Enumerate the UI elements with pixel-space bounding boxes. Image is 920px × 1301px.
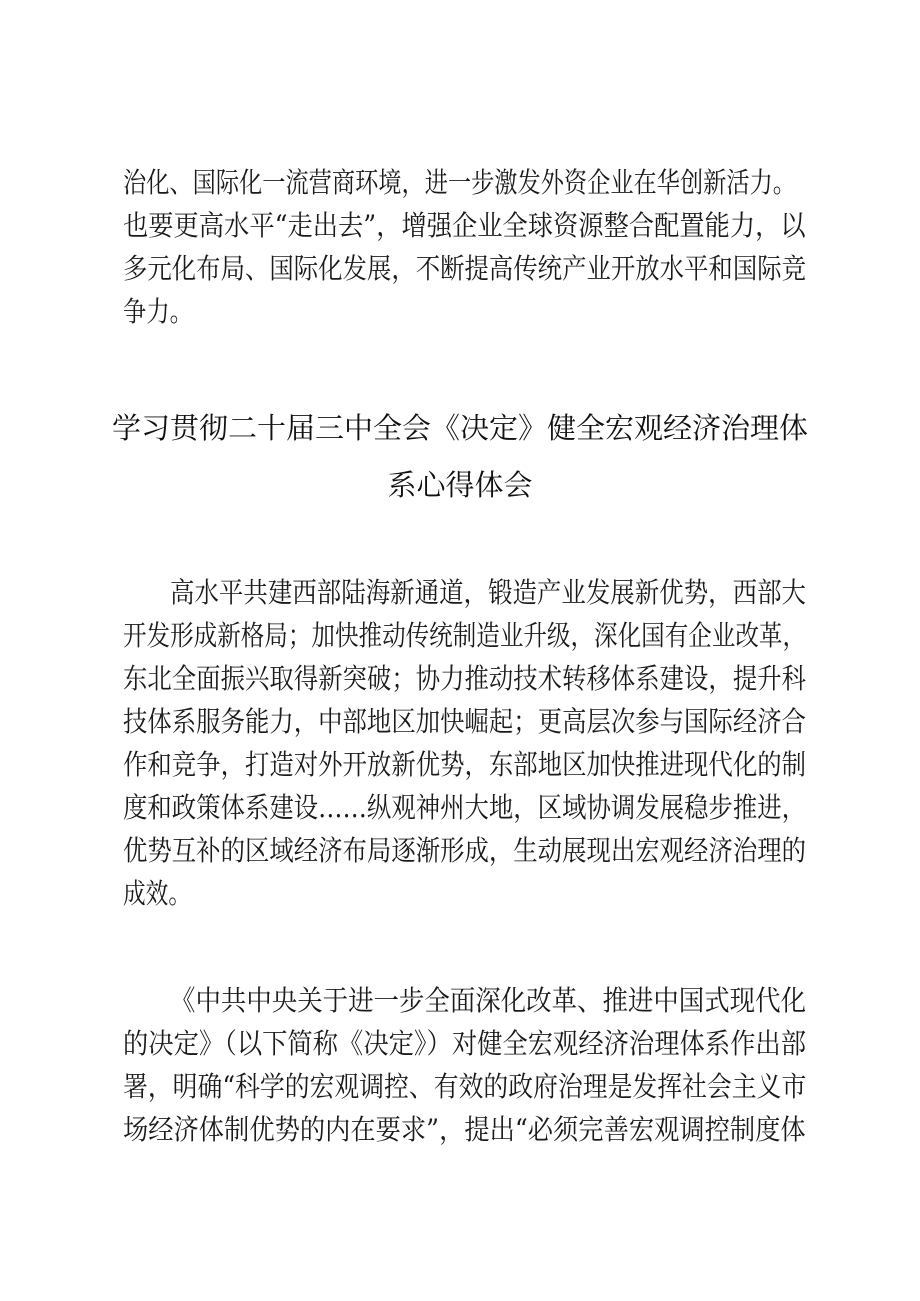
body-text-line: 的决定》（以下简称《决定》）对健全宏观经济治理体系作出部: [123, 1027, 807, 1060]
body-text-line: 成效。: [123, 877, 192, 910]
body-text-line: 场经济体制优势的内在要求”，提出“必须完善宏观调控制度体: [123, 1113, 806, 1146]
body-text-line: 优势互补的区域经济布局逐渐形成，生动展现出宏观经济治理的: [123, 834, 807, 867]
body-text-line: 也要更高水平“走出去”，增强企业全球资源整合配置能力，以: [123, 209, 806, 242]
body-text-line: 争力。: [123, 295, 194, 328]
body-text-line: 治化、国际化一流营商环境，进一步激发外资企业在华创新活力。: [123, 166, 797, 199]
body-text-line: 多元化布局、国际化发展，不断提高传统产业开放水平和国际竞: [123, 252, 807, 285]
body-text-line: 度和政策体系建设……纵观神州大地，区域协调发展稳步推进，: [123, 791, 807, 824]
body-text-line: 《中共中央关于进一步全面深化改革、推进中国式现代化: [170, 984, 807, 1017]
body-text-line: 署，明确“科学的宏观调控、有效的政府治理是发挥社会主义市: [123, 1070, 807, 1103]
body-text-line: 技体系服务能力，中部地区加快崛起；更高层次参与国际经济合: [123, 705, 807, 738]
body-text-line: 开发形成新格局；加快推动传统制造业升级，深化国有企业改革，: [123, 619, 807, 652]
section-title: 学习贯彻二十届三中全会《决定》健全宏观经济治理体: [111, 411, 808, 445]
section-title-continued: 系心得体会: [387, 468, 533, 502]
body-text-line: 东北全面振兴取得新突破；协力推动技术转移体系建设，提升科: [123, 662, 807, 695]
body-text-line: 作和竞争，打造对外开放新优势，东部地区加快推进现代化的制: [123, 748, 807, 781]
body-text-line: 高水平共建西部陆海新通道，锻造产业发展新优势，西部大: [170, 576, 807, 609]
